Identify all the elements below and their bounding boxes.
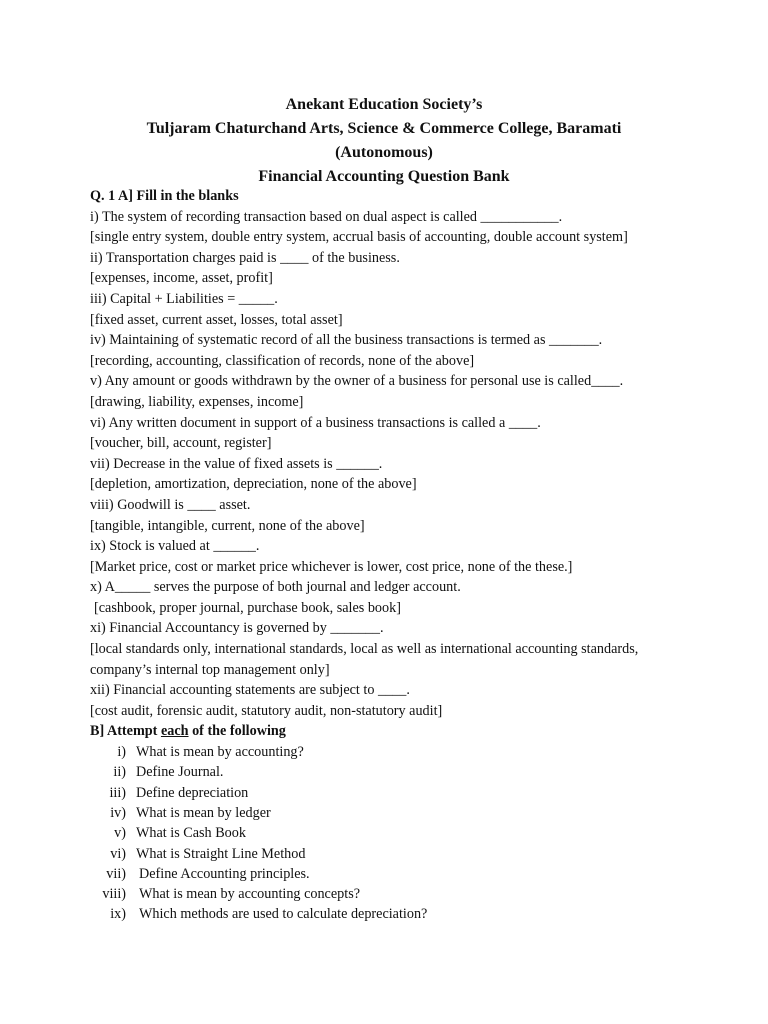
question-line: viii) Goodwill is ____ asset. — [90, 496, 251, 513]
list-item — [90, 823, 690, 843]
list-item — [90, 884, 690, 904]
options-line: [recording, accounting, classification of records, none of the above] — [90, 352, 475, 369]
list-item-number: ii) — [113, 764, 126, 781]
question-line: ii) Transportation charges paid is ____ of the business. — [90, 249, 400, 266]
list-item-text: Define Accounting principles. — [139, 865, 310, 882]
document-header — [0, 93, 768, 189]
document-title: Financial Accounting Question Bank — [258, 168, 510, 185]
options-line: [drawing, liability, expenses, income] — [90, 393, 304, 410]
list-item — [90, 742, 690, 762]
list-item-number: i) — [117, 744, 126, 761]
options-line: [Market price, cost or market price whichever is lower, cost price, none of the these.] — [90, 558, 573, 575]
college-name: Tuljaram Chaturchand Arts, Science & Commerce College, Baramati — [146, 120, 622, 137]
list-item-text: What is Straight Line Method — [136, 845, 306, 862]
college-status: (Autonomous) — [335, 144, 433, 161]
options-line: [depletion, amortization, depreciation, none of the above] — [90, 476, 417, 493]
options-line: [expenses, income, asset, profit] — [90, 270, 273, 287]
list-item-text: What is Cash Book — [136, 825, 246, 842]
list-item — [90, 844, 690, 864]
options-line: [tangible, intangible, current, none of the above] — [90, 517, 365, 534]
options-line: [cashbook, proper journal, purchase book, sales book] — [94, 599, 401, 616]
question-line: ix) Stock is valued at ______. — [90, 538, 260, 555]
list-item — [90, 762, 690, 782]
question-line: x) A_____ serves the purpose of both journal and ledger account. — [90, 579, 461, 596]
question-body — [90, 186, 690, 925]
list-item-text: Define depreciation — [136, 784, 249, 801]
list-item-text: Define Journal. — [136, 764, 224, 781]
list-item-text: Which methods are used to calculate depreciation? — [139, 906, 428, 923]
list-item — [90, 904, 690, 924]
list-item-number: iv) — [110, 804, 126, 821]
question-line: v) Any amount or goods withdrawn by the owner of a business for personal use is called____. — [90, 373, 624, 390]
question-line: vii) Decrease in the value of fixed assets is ______. — [90, 455, 383, 472]
options-line: [cost audit, forensic audit, statutory audit, non-statutory audit] — [90, 702, 443, 719]
list-item-number: vii) — [106, 865, 126, 882]
society-name: Anekant Education Society’s — [285, 96, 483, 113]
section-b-heading-suffix: of the following — [188, 723, 286, 740]
list-item — [90, 864, 690, 884]
section-b-heading-emphasis: each — [160, 723, 189, 740]
list-item — [90, 783, 690, 803]
list-item — [90, 803, 690, 823]
question-line: xi) Financial Accountancy is governed by _______. — [90, 620, 384, 637]
list-item-text: What is mean by accounting? — [136, 744, 304, 761]
list-item-number: v) — [114, 825, 126, 842]
question-line: xii) Financial accounting statements are subject to ____. — [90, 682, 410, 699]
section-b-heading-prefix: B] Attempt — [90, 723, 161, 740]
options-line: [fixed asset, current asset, losses, total asset] — [90, 311, 343, 328]
question-line: iv) Maintaining of systematic record of all the business transactions is termed as _______. — [90, 332, 603, 349]
options-line: [voucher, bill, account, register] — [90, 435, 272, 452]
list-item-number: vi) — [110, 845, 126, 862]
options-line: [single entry system, double entry system, accrual basis of accounting, double account system] — [90, 229, 628, 246]
section-a-heading: Q. 1 A] Fill in the blanks — [90, 188, 239, 204]
options-line-continued: company’s internal top management only] — [90, 661, 330, 678]
question-line: iii) Capital + Liabilities = _____. — [90, 290, 278, 307]
section-b-heading — [90, 721, 690, 742]
options-line: [local standards only, international standards, local as well as international accounting standards, — [90, 641, 639, 658]
list-item-number: viii) — [102, 886, 126, 903]
list-item-number: ix) — [110, 906, 126, 923]
question-line: vi) Any written document in support of a business transactions is called a ____. — [90, 414, 541, 431]
question-line: i) The system of recording transaction based on dual aspect is called ___________. — [90, 208, 563, 225]
list-item-number: iii) — [109, 784, 126, 801]
list-item-text: What is mean by accounting concepts? — [139, 886, 361, 903]
list-item-text: What is mean by ledger — [136, 804, 271, 821]
